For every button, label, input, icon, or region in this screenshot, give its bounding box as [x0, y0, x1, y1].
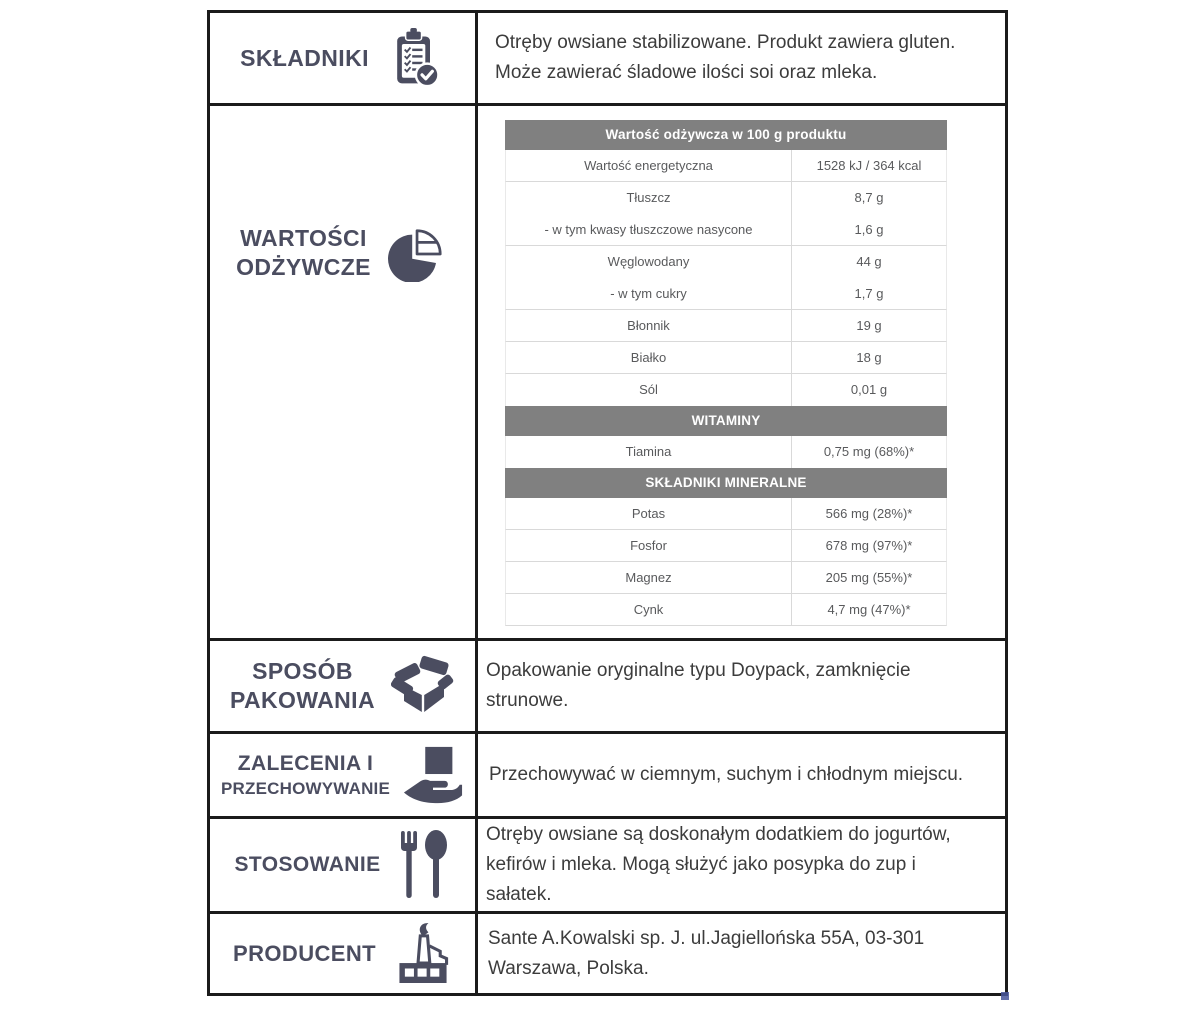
- nutrition-row-value: 1528 kJ / 364 kcal: [816, 157, 922, 173]
- nutrition-row-value: 205 mg (55%)*: [825, 569, 913, 585]
- ingredients-label: SKŁADNIKI: [240, 44, 369, 71]
- row-ingredients: [210, 13, 1005, 106]
- packaging-label: [230, 657, 375, 715]
- nutrition-row-protein: [505, 342, 947, 374]
- packaging-label-cell: [210, 641, 478, 731]
- ingredients-text-line: Może zawierać śladowe ilości soi oraz mleka.: [495, 62, 878, 83]
- usage-text-line: Otręby owsiane są doskonałym dodatkiem do jogurtów,: [486, 824, 951, 845]
- nutrition-row-potassium: [505, 498, 947, 530]
- nutrition-row-label: Wartość energetyczna: [506, 150, 792, 181]
- nutrition-row-value: 0,01 g: [850, 382, 888, 397]
- nutrition-row-label: Tiamina: [506, 436, 792, 468]
- row-producer: [210, 914, 1005, 993]
- nutrition-table-title: Wartość odżywcza w 100 g produktu: [505, 120, 947, 150]
- storage-label-line1: ZALECENIA I: [237, 752, 374, 776]
- open-box-icon: [391, 654, 455, 718]
- nutrition-row-value: 44 g: [856, 254, 882, 269]
- nutrition-row-label: - w tym cukry: [506, 278, 792, 309]
- nutrition-row-fat: [505, 182, 947, 214]
- fork-spoon-icon: [394, 829, 450, 901]
- producer-label-cell: [210, 914, 478, 993]
- nutrition-row-value: 0,75 mg (68%)*: [823, 444, 915, 459]
- nutrition-row-magnesium: [505, 562, 947, 594]
- nutrition-row-value: 4,7 mg (47%)*: [827, 601, 911, 617]
- nutrition-row-label: Tłuszcz: [506, 182, 792, 214]
- storage-label-line2: PRZECHOWYWANIE: [220, 778, 391, 798]
- nutrition-content-cell: [478, 106, 1005, 638]
- nutrition-row-label: Węglowodany: [506, 246, 792, 278]
- row-storage: [210, 734, 1005, 819]
- nutrition-row-phosphorus: [505, 530, 947, 562]
- pie-chart-icon: [387, 224, 449, 282]
- nutrition-row-value: 19 g: [856, 317, 882, 333]
- row-nutrition: [210, 106, 1005, 641]
- usage-label-cell: [210, 819, 478, 911]
- packaging-text-line: Opakowanie oryginalne typu Doypack, zamknięcie: [486, 660, 911, 681]
- nutrition-row-label: Sól: [506, 374, 792, 406]
- usage-text-line: sałatek.: [486, 884, 552, 905]
- nutrition-row-zinc: [505, 594, 947, 626]
- storage-label-cell: [210, 734, 478, 816]
- nutrition-row-label: Błonnik: [506, 310, 792, 341]
- nutrition-row-thiamine: [505, 436, 947, 468]
- nutrition-row-value: 1,6 g: [854, 221, 884, 237]
- factory-icon: [394, 920, 452, 988]
- nutrition-row-value: 566 mg (28%)*: [825, 505, 913, 521]
- ingredients-text-line: Otręby owsiane stabilizowane. Produkt zawiera gluten.: [495, 32, 956, 53]
- row-packaging: [210, 641, 1005, 734]
- nutrition-row-fiber: [505, 310, 947, 342]
- ingredients-text: [478, 13, 1005, 103]
- nutrition-row-carbs: [505, 246, 947, 278]
- nutrition-label-cell: [210, 106, 478, 638]
- hand-holding-package-icon: [402, 744, 464, 806]
- nutrition-row-label: Potas: [506, 498, 792, 529]
- nutrition-row-label: - w tym kwasy tłuszczowe nasycone: [506, 214, 792, 245]
- nutrition-row-label: Białko: [506, 342, 792, 373]
- ingredients-label-cell: [210, 13, 478, 103]
- nutrition-label: [236, 224, 371, 282]
- usage-label: STOSOWANIE: [234, 852, 381, 876]
- storage-label: [221, 751, 390, 799]
- nutrition-row-saturated: [505, 214, 947, 246]
- nutrition-row-label: Cynk: [506, 594, 792, 625]
- packaging-label-line1: SPOSÓB: [252, 658, 353, 685]
- nutrition-row-value: 678 mg (97%)*: [825, 537, 913, 553]
- usage-text-line: kefirów i mleka. Mogą służyć jako posypka do zup i: [486, 854, 916, 875]
- packaging-text: [478, 641, 1005, 731]
- product-info-table: [207, 10, 1008, 996]
- nutrition-row-label: Fosfor: [506, 530, 792, 561]
- clipboard-checklist-icon: [385, 27, 445, 89]
- nutrition-label-line1: WARTOŚCI: [240, 225, 367, 252]
- nutrition-row-value: 8,7 g: [854, 190, 884, 205]
- nutrition-row-label: Magnez: [506, 562, 792, 593]
- producer-text-line: Sante A.Kowalski sp. J. ul.Jagiellońska 55A, 03-301: [488, 927, 925, 949]
- row-usage: [210, 819, 1005, 914]
- producer-label: PRODUCENT: [233, 940, 376, 966]
- storage-text: [478, 734, 1005, 816]
- packaging-text-line: strunowe.: [486, 690, 569, 711]
- nutrition-row-sugars: [505, 278, 947, 310]
- nutrition-row-salt: [505, 374, 947, 406]
- nutrition-label-line2: ODŻYWCZE: [236, 254, 371, 280]
- nutrition-row-energy: [505, 150, 947, 182]
- nutrition-row-value: 18 g: [856, 349, 882, 365]
- nutrition-minerals-header: SKŁADNIKI MINERALNE: [505, 468, 947, 498]
- packaging-label-line2: PAKOWANIA: [229, 687, 375, 713]
- storage-text-line: Przechowywać w ciemnym, suchym i chłodnym miejscu.: [489, 764, 964, 785]
- nutrition-table: [505, 120, 947, 626]
- producer-text-line: Warszawa, Polska.: [488, 957, 649, 979]
- nutrition-row-value: 1,7 g: [854, 285, 884, 301]
- producer-text: [478, 914, 1005, 993]
- usage-text: [478, 819, 1005, 911]
- nutrition-vitamins-header: WITAMINY: [505, 406, 947, 436]
- corner-artifact: [1001, 992, 1009, 1000]
